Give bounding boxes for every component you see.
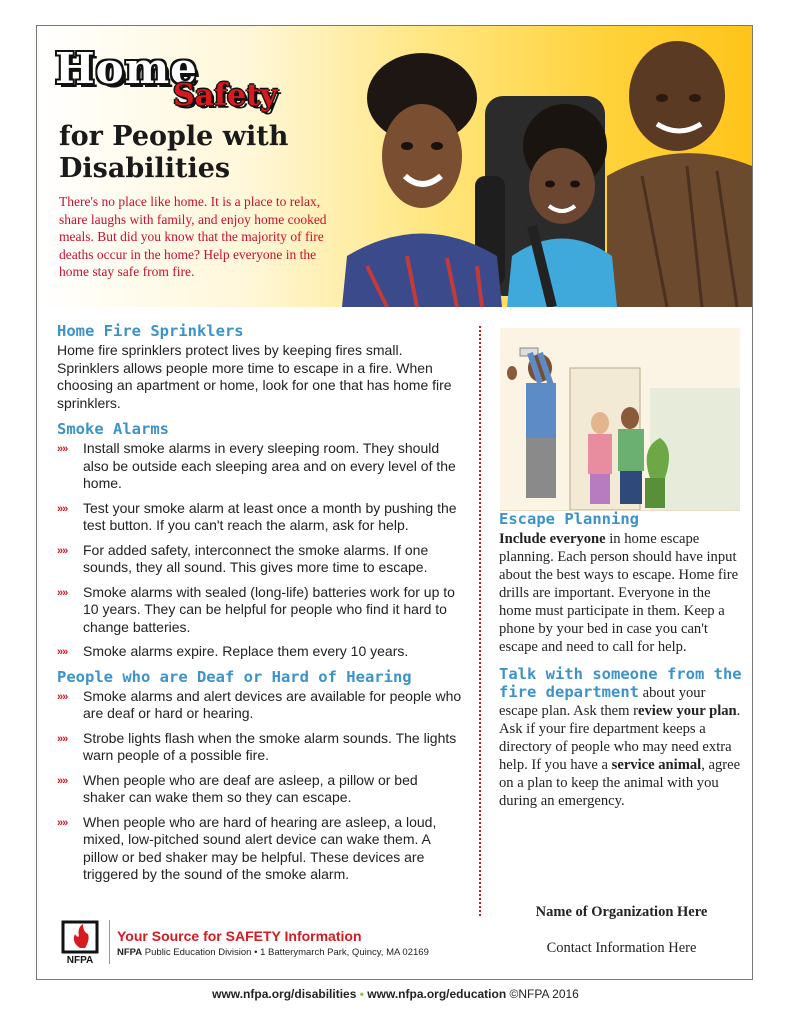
list-item-text: Strobe lights flash when the smoke alarm sounds. The lights warn people of a possible fire. bbox=[83, 729, 457, 763]
family-photo bbox=[307, 26, 752, 307]
list-item bbox=[57, 584, 462, 637]
list-item bbox=[57, 542, 462, 577]
talk-bold-1: eview your plan bbox=[638, 703, 737, 719]
column-divider bbox=[479, 326, 481, 916]
deaf-list bbox=[57, 688, 462, 884]
bullet-icon: »» bbox=[57, 816, 68, 829]
list-item-text: When people who are deaf are asleep, a pillow or bed shaker can wake them so they can escape. bbox=[83, 771, 418, 805]
footer-divider bbox=[109, 920, 110, 964]
list-item bbox=[57, 500, 462, 535]
list-item-text: Test your smoke alarm at least once a month by pushing the test button. If you can't reach the alarm, ask for help. bbox=[83, 499, 457, 533]
footer-division-org: NFPA bbox=[117, 947, 143, 958]
bullet-icon: »» bbox=[57, 586, 68, 599]
list-item-text: When people who are hard of hearing are asleep, a loud, mixed, low-pitched sound alert device can wake them. A pillow or bed shaker may be helpful. These devices are triggered by the sound of the smoke alarm. bbox=[83, 813, 437, 882]
bullet-icon: »» bbox=[57, 443, 68, 455]
contact-info: Contact Information Here bbox=[546, 940, 697, 956]
escape-lead: Include everyone bbox=[499, 531, 606, 547]
separator-dot: • bbox=[359, 987, 364, 1001]
left-column bbox=[57, 322, 462, 891]
talk-heading: Talk with someone from the fire department bbox=[499, 665, 742, 701]
talk-text-1: about your escape plan. Ask them r bbox=[499, 685, 706, 719]
escape-planning-heading: Escape Planning bbox=[499, 510, 639, 528]
smoke-alarm-illustration bbox=[500, 328, 740, 511]
nfpa-logo bbox=[61, 920, 105, 966]
deaf-heading: People who are Deaf or Hard of Hearing bbox=[57, 667, 412, 686]
list-item bbox=[57, 643, 462, 661]
copyright: ©NFPA 2016 bbox=[509, 987, 579, 1001]
escape-body: in home escape planning. Each person should have input about the best ways to escape. Home fire drills are important. Everyone in the home must participate in them. Keep a phone by your bed in case you can't escape and need to call for help. bbox=[499, 531, 739, 655]
list-item bbox=[57, 730, 462, 765]
list-item bbox=[57, 688, 462, 723]
escape-planning-text bbox=[499, 530, 744, 656]
sprinklers-text: Home fire sprinklers protect lives by keeping fires small. Sprinklers allows people more time to escape in a fire. When choosing an apartment or home, look for one that has home fire sprinklers. bbox=[57, 342, 452, 411]
header-banner bbox=[37, 26, 752, 307]
smoke-alarms-heading: Smoke Alarms bbox=[57, 420, 169, 438]
talk-text-3: , agree on a plan to keep the animal with you during an emergency. bbox=[499, 757, 741, 809]
page-subtitle: for People with Disabilities bbox=[59, 121, 289, 184]
bullet-icon: »» bbox=[57, 732, 68, 745]
bullet-icon: »» bbox=[57, 690, 68, 703]
footer-division-address: Public Education Division • 1 Batterymarch Park, Quincy, MA 02169 bbox=[142, 947, 429, 958]
sprinklers-heading: Home Fire Sprinklers bbox=[57, 322, 244, 340]
list-item-text: For added safety, interconnect the smoke alarms. If one sounds, they all sound. This gives more time to escape. bbox=[83, 541, 429, 575]
footer-source: Your Source for SAFETY Information bbox=[117, 928, 362, 944]
link-education[interactable]: www.nfpa.org/education bbox=[367, 987, 507, 1001]
smoke-alarms-list bbox=[57, 440, 462, 661]
list-item bbox=[57, 814, 462, 884]
list-item-text: Smoke alarms with sealed (long-life) batteries work for up to 10 years. They can be helpful for people who find it hard to change batteries. bbox=[83, 583, 455, 635]
svg-text:NFPA: NFPA bbox=[66, 955, 94, 966]
right-column bbox=[499, 510, 744, 820]
intro-text: There's no place like home. It is a place to relax, share laughs with family, and enjoy home cooked meals. But did you know that the majority of fire deaths occur in the home? Help everyone in the home stay safe from fire. bbox=[59, 194, 327, 279]
bullet-icon: »» bbox=[57, 774, 68, 787]
link-disabilities[interactable]: www.nfpa.org/disabilities bbox=[212, 987, 357, 1001]
list-item-text: Smoke alarms and alert devices are available for people who are deaf or hard or hearing. bbox=[83, 687, 462, 721]
talk-bold-2: service animal bbox=[611, 757, 702, 773]
title-home: Home bbox=[55, 44, 198, 93]
footer-division bbox=[117, 947, 429, 958]
flyer-frame bbox=[36, 25, 753, 980]
bottom-links bbox=[0, 987, 791, 1001]
bullet-icon: »» bbox=[57, 646, 68, 658]
title-safety: Safety bbox=[173, 78, 278, 113]
list-item-text: Install smoke alarms in every sleeping room. They should also be outside each sleeping area and on every level of the home. bbox=[83, 440, 456, 491]
organization-name: Name of Organization Here bbox=[535, 904, 708, 920]
talk-text-2: . Ask if your fire department keeps a directory of people who may need extra help. If you have a bbox=[499, 703, 741, 773]
list-item bbox=[57, 772, 462, 807]
list-item-text: Smoke alarms expire. Replace them every 10 years. bbox=[83, 643, 409, 659]
bullet-icon: »» bbox=[57, 544, 68, 557]
list-item bbox=[57, 440, 462, 493]
talk-paragraph bbox=[499, 666, 744, 810]
bullet-icon: »» bbox=[57, 502, 68, 515]
